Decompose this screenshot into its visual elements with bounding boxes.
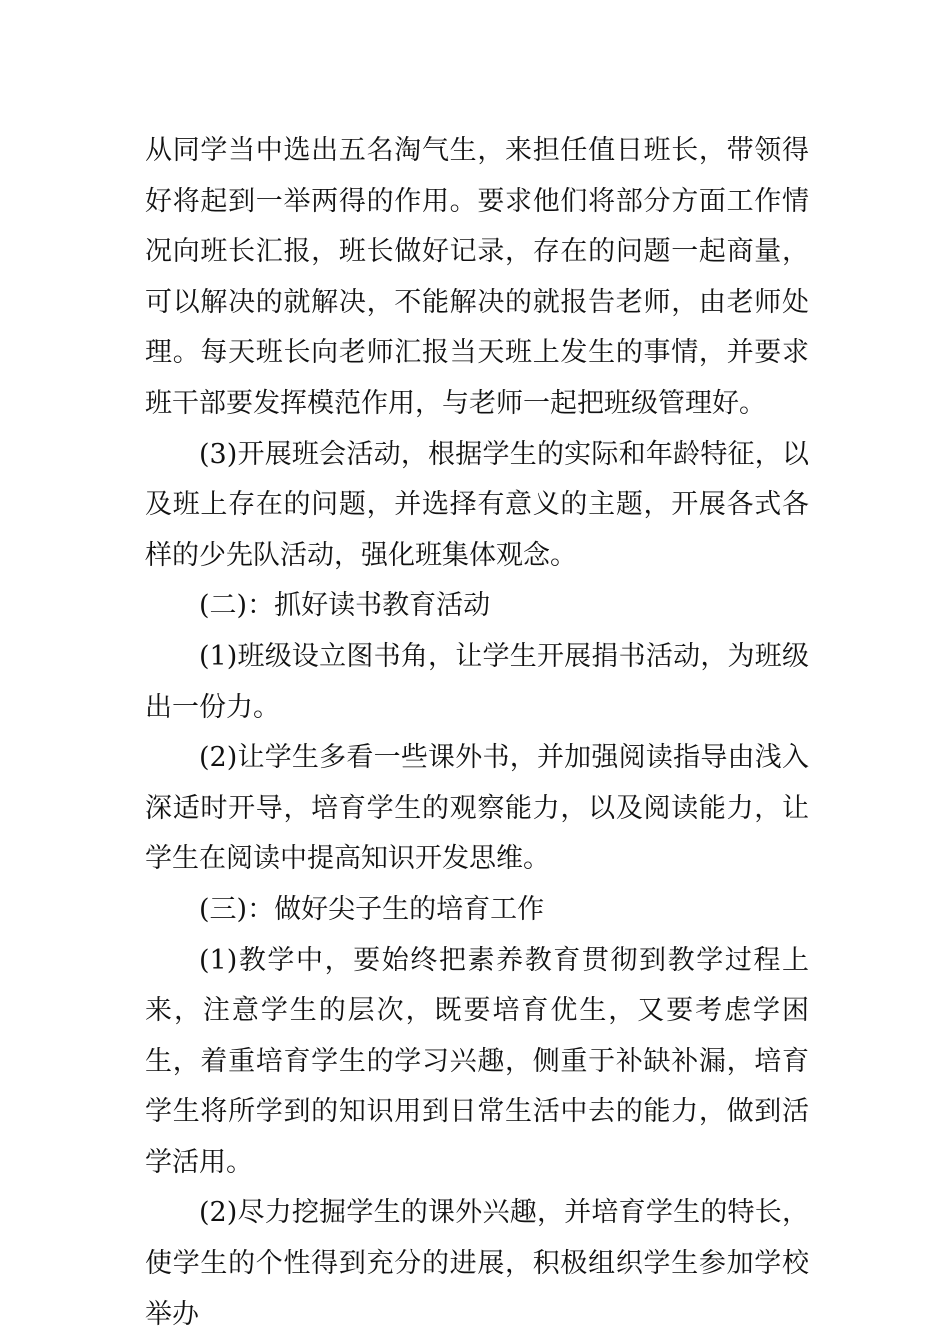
paragraph-teaching-quality: (1)教学中，要始终把素养教育贯彻到教学过程上来，注意学生的层次，既要培育优生，又要考虑学困生，着重培育学生的学习兴趣，侧重于补缺补漏，培育学生将所学到的知识用到日常生活中去的能力，做到活学活用。 [145,944,809,1178]
section-heading-top-students: (三)：做好尖子生的培育工作 [199,893,545,925]
paragraph-book-corner: (1)班级设立图书角，让学生开展捐书活动，为班级出一份力。 [145,640,809,723]
paragraph-class-leaders: 从同学当中选出五名淘气生，来担任值日班长，带领得好将起到一举两得的作用。要求他们将部分方面工作情况向班长汇报，班长做好记录，存在的问题一起商量，可以解决的就解决，不能解决的就报告老师，由老师处理。每天班长向老师汇报当天班上发生的事情，并要求班干部要发挥模范作用，与老师一起把班级管理好。 [145,135,809,419]
paragraph-student-interests: (2)尽力挖掘学生的课外兴趣，并培育学生的特长，使学生的个性得到充分的进展，积极组织学生参加学校举办 [145,1197,809,1330]
document-body [145,126,809,1340]
section-heading-reading: (二)：抓好读书教育活动 [199,590,491,622]
paragraph-extracurricular-reading: (2)让学生多看一些课外书，并加强阅读指导由浅入深适时开导，培育学生的观察能力，以及阅读能力，让学生在阅读中提高知识开发思维。 [145,742,809,875]
paragraph-class-meeting: (3)开展班会活动，根据学生的实际和年龄特征，以及班上存在的问题，并选择有意义的主题，开展各式各样的少先队活动，强化班集体观念。 [145,438,809,571]
